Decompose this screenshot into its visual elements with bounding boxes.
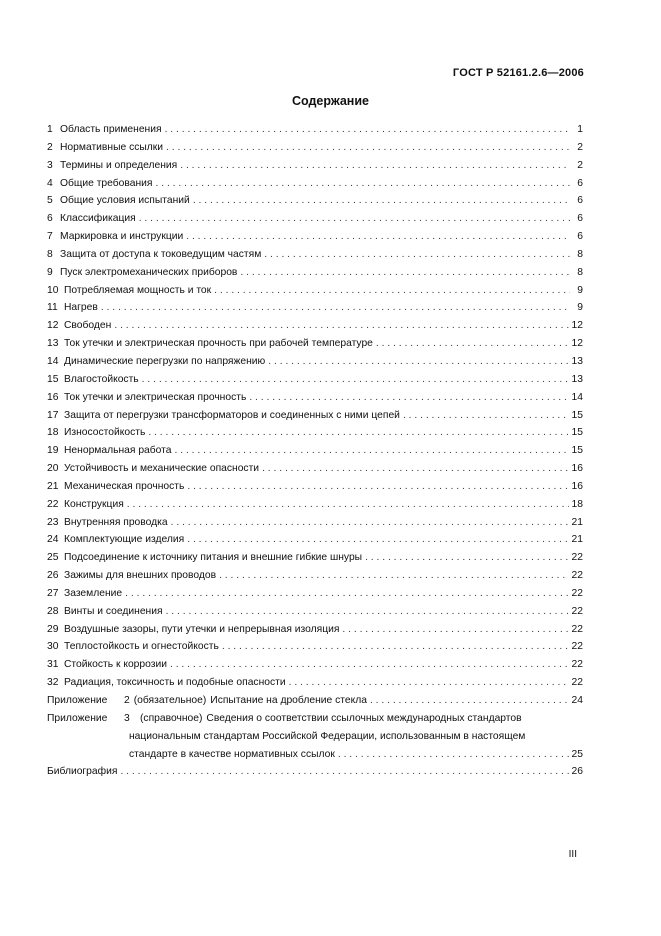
toc-entry-page: 22 xyxy=(571,605,583,617)
toc-entry-number: 3 xyxy=(47,159,53,171)
toc-entry-page: 22 xyxy=(571,587,583,599)
toc-entry-label: Подсоединение к источнику питания и внешние гибкие шнуры xyxy=(64,552,363,564)
appendix-prefix: Приложение xyxy=(47,695,108,706)
toc-entry-number: 17 xyxy=(47,409,59,421)
leader-dots xyxy=(139,210,570,228)
toc-entry[interactable] xyxy=(47,299,583,317)
toc-entry[interactable] xyxy=(47,549,583,567)
leader-dots xyxy=(262,460,568,478)
leader-dots xyxy=(214,282,570,300)
toc-entry-number: 8 xyxy=(47,248,53,260)
toc-entry-label: Термины и определения xyxy=(60,159,178,171)
toc-entry[interactable] xyxy=(47,353,583,371)
toc-entry-page: 6 xyxy=(577,177,583,189)
bibliography-label: Библиография xyxy=(47,766,118,778)
appendix-title-line-1: Сведения о соответствии ссылочных международных стандартов xyxy=(206,712,522,724)
appendix-number: 2 xyxy=(124,695,130,706)
leader-dots xyxy=(365,549,568,567)
toc-entry-number: 11 xyxy=(47,302,58,314)
toc-entry-label: Устойчивость и механические опасности xyxy=(64,463,260,475)
toc-entry[interactable] xyxy=(47,638,583,656)
appendix-title-line-3: стандарте в качестве нормативных ссылок xyxy=(129,748,335,760)
toc-entry[interactable] xyxy=(47,317,583,335)
leader-dots xyxy=(193,192,570,210)
toc-entry-number: 20 xyxy=(47,463,59,475)
toc-entry-number: 25 xyxy=(47,552,59,564)
toc-appendix-2[interactable] xyxy=(47,692,583,710)
leader-dots xyxy=(156,175,571,193)
toc-entry[interactable] xyxy=(47,424,583,442)
toc-entry-page: 12 xyxy=(571,338,583,350)
toc-entry[interactable] xyxy=(47,567,583,585)
leader-dots xyxy=(171,514,569,532)
toc-entry-number: 32 xyxy=(47,677,59,689)
leader-dots xyxy=(166,139,570,157)
toc-entry-page: 21 xyxy=(571,516,583,528)
toc-entry-page: 16 xyxy=(571,463,583,475)
table-of-contents xyxy=(47,121,583,781)
toc-entry-label: Ненормальная работа xyxy=(64,445,172,457)
leader-dots xyxy=(342,621,568,639)
leader-dots xyxy=(222,638,569,656)
toc-entry-page: 2 xyxy=(577,141,583,153)
leader-dots xyxy=(120,763,568,781)
leader-dots xyxy=(166,603,569,621)
toc-entry-page: 22 xyxy=(571,552,583,564)
toc-entry-number: 1 xyxy=(47,124,53,135)
toc-entry-label: Защита от доступа к токоведущим частям xyxy=(60,248,262,260)
toc-entry-label: Внутренняя проводка xyxy=(64,516,168,528)
leader-dots xyxy=(186,228,570,246)
toc-entry-number: 9 xyxy=(47,266,53,278)
toc-entry-page: 12 xyxy=(571,320,583,332)
toc-entry-label: Влагостойкость xyxy=(64,373,139,385)
toc-entry-page: 22 xyxy=(571,570,583,582)
bibliography-page: 26 xyxy=(571,766,583,778)
toc-entry-page: 6 xyxy=(577,231,583,243)
page-number: III xyxy=(568,849,577,860)
toc-entry-page: 8 xyxy=(577,248,583,260)
toc-entry-number: 10 xyxy=(47,284,59,296)
toc-entry-label: Теплостойкость и огнестойкость xyxy=(64,641,219,653)
toc-entry-number: 27 xyxy=(47,587,59,599)
toc-entry-page: 15 xyxy=(571,445,583,457)
toc-entry-label: Динамические перегрузки по напряжению xyxy=(64,355,266,367)
toc-entry-number: 7 xyxy=(47,231,53,243)
toc-entry-label: Нагрев xyxy=(64,302,98,314)
toc-entry[interactable] xyxy=(47,282,583,300)
toc-entry-label: Маркировка и инструкции xyxy=(60,231,184,243)
toc-bibliography[interactable] xyxy=(47,763,583,781)
leader-dots xyxy=(125,585,568,603)
toc-entry-number: 29 xyxy=(47,623,59,635)
toc-entry-label: Общие условия испытаний xyxy=(60,195,190,207)
toc-entry[interactable] xyxy=(47,603,583,621)
toc-entry-page: 1 xyxy=(577,124,583,135)
appendix-title-line-2: национальным стандартам Российской Федерации, использованным в настоящем xyxy=(129,730,526,742)
toc-entry-page: 22 xyxy=(571,659,583,671)
appendix-page: 25 xyxy=(571,748,583,760)
toc-entry-number: 31 xyxy=(47,659,59,671)
toc-entry-page: 8 xyxy=(577,266,583,278)
toc-entry[interactable] xyxy=(47,389,583,407)
leader-dots xyxy=(170,656,569,674)
toc-entry[interactable] xyxy=(47,496,583,514)
toc-entry[interactable] xyxy=(47,175,583,193)
toc-entry-label: Механическая прочность xyxy=(64,480,185,492)
toc-entry[interactable] xyxy=(47,246,583,264)
toc-entry[interactable] xyxy=(47,478,583,496)
toc-entry[interactable] xyxy=(47,210,583,228)
toc-entry-label: Ток утечки и электрическая прочность при рабочей температуре xyxy=(64,338,373,350)
toc-entry-label: Заземление xyxy=(64,587,123,599)
toc-entry-label: Винты и соединения xyxy=(64,605,163,617)
leader-dots xyxy=(376,335,569,353)
toc-entry-number: 21 xyxy=(47,480,59,492)
toc-entry-number: 18 xyxy=(47,427,59,439)
leader-dots xyxy=(264,246,570,264)
toc-entry[interactable] xyxy=(47,460,583,478)
leader-dots xyxy=(268,353,568,371)
toc-entry[interactable] xyxy=(47,228,583,246)
leader-dots xyxy=(187,531,568,549)
leader-dots xyxy=(127,496,569,514)
toc-entry-number: 23 xyxy=(47,516,59,528)
appendix-kind: (обязательное) xyxy=(133,695,207,706)
toc-entry-number: 30 xyxy=(47,641,59,653)
toc-entry-page: 2 xyxy=(577,159,583,171)
leader-dots xyxy=(101,299,570,317)
toc-entry-page: 15 xyxy=(571,427,583,439)
toc-entry-page: 6 xyxy=(577,195,583,207)
leader-dots xyxy=(148,424,568,442)
toc-entry-page: 6 xyxy=(577,213,583,225)
toc-entry-number: 13 xyxy=(47,338,59,350)
toc-entry-number: 22 xyxy=(47,498,59,510)
toc-entry-number: 2 xyxy=(47,141,53,153)
toc-entry-label: Классификация xyxy=(60,213,136,225)
toc-appendix-3[interactable] xyxy=(47,710,583,728)
leader-dots xyxy=(175,442,569,460)
toc-entry-page: 18 xyxy=(571,498,583,510)
toc-entry-number: 4 xyxy=(47,177,53,189)
appendix-3-last-line xyxy=(47,746,583,764)
toc-entry-number: 24 xyxy=(47,534,59,546)
toc-entry-number: 14 xyxy=(47,355,59,367)
toc-entry-page: 16 xyxy=(571,480,583,492)
toc-entry-label: Радиация, токсичность и подобные опасности xyxy=(64,677,286,689)
toc-entry[interactable] xyxy=(47,121,583,139)
leader-dots xyxy=(289,674,569,692)
toc-entry[interactable] xyxy=(47,674,583,692)
toc-entry[interactable] xyxy=(47,621,583,639)
toc-entry-number: 5 xyxy=(47,195,53,207)
toc-entry-number: 16 xyxy=(47,391,59,403)
toc-entry-label: Общие требования xyxy=(60,177,153,189)
leader-dots xyxy=(142,371,569,389)
leader-dots xyxy=(403,407,569,425)
document-code: ГОСТ Р 52161.2.6—2006 xyxy=(452,67,584,79)
toc-entry-label: Область применения xyxy=(60,124,162,135)
toc-entry-label: Потребляемая мощность и ток xyxy=(64,284,212,296)
leader-dots xyxy=(187,478,568,496)
toc-entry-label: Комплектующие изделия xyxy=(64,534,185,546)
toc-entry-label: Воздушные зазоры, пути утечки и непрерывная изоляция xyxy=(64,623,340,635)
appendix-prefix: Приложение xyxy=(47,712,108,724)
toc-entry-label: Конструкция xyxy=(64,498,124,510)
toc-entry-number: 19 xyxy=(47,445,59,457)
toc-entry-page: 9 xyxy=(577,302,583,314)
leader-dots xyxy=(240,264,570,282)
toc-entry-number: 6 xyxy=(47,213,53,225)
toc-entry-page: 15 xyxy=(571,409,583,421)
toc-entry[interactable] xyxy=(47,192,583,210)
leader-dots xyxy=(370,692,569,710)
toc-entry-number: 28 xyxy=(47,605,59,617)
toc-entry-page: 14 xyxy=(571,391,583,403)
toc-title: Содержание xyxy=(291,94,369,108)
toc-entry[interactable] xyxy=(47,157,583,175)
leader-dots xyxy=(219,567,568,585)
toc-entry-label: Нормативные ссылки xyxy=(60,141,164,153)
toc-entry-page: 22 xyxy=(571,677,583,689)
appendix-title: Испытание на дробление стекла xyxy=(210,695,367,706)
toc-entry[interactable] xyxy=(47,442,583,460)
toc-entry[interactable] xyxy=(47,371,583,389)
leader-dots xyxy=(338,746,569,764)
toc-entry[interactable] xyxy=(47,514,583,532)
toc-entry-page: 21 xyxy=(571,534,583,546)
toc-entry-label: Стойкость к коррозии xyxy=(64,659,167,671)
toc-entry-number: 12 xyxy=(47,320,59,332)
appendix-page: 24 xyxy=(571,695,583,706)
leader-dots xyxy=(114,317,568,335)
toc-entry-page: 22 xyxy=(571,623,583,635)
toc-entry-label: Свободен xyxy=(64,320,112,332)
toc-entry[interactable] xyxy=(47,656,583,674)
toc-entry-label: Зажимы для внешних проводов xyxy=(64,570,217,582)
appendix-kind: (справочное) xyxy=(140,712,203,724)
leader-dots xyxy=(180,157,570,175)
appendix-number: 3 xyxy=(124,712,130,724)
toc-entry-label: Защита от перегрузки трансформаторов и соединенных с ними цепей xyxy=(64,409,400,421)
toc-entry-label: Пуск электромеханических приборов xyxy=(60,266,238,278)
leader-dots xyxy=(165,121,570,139)
toc-entry-label: Износостойкость xyxy=(64,427,146,439)
toc-entry[interactable] xyxy=(47,585,583,603)
toc-entry[interactable] xyxy=(47,335,583,353)
toc-entry-number: 15 xyxy=(47,373,59,385)
leader-dots xyxy=(249,389,568,407)
toc-entry[interactable] xyxy=(47,531,583,549)
toc-entry-page: 13 xyxy=(571,355,583,367)
toc-entry[interactable] xyxy=(47,139,583,157)
toc-entry[interactable] xyxy=(47,264,583,282)
toc-entry[interactable] xyxy=(47,407,583,425)
toc-entry-page: 13 xyxy=(571,373,583,385)
toc-entry-page: 22 xyxy=(571,641,583,653)
toc-entry-number: 26 xyxy=(47,570,59,582)
toc-entry-page: 9 xyxy=(577,284,583,296)
toc-entry-label: Ток утечки и электрическая прочность xyxy=(64,391,247,403)
